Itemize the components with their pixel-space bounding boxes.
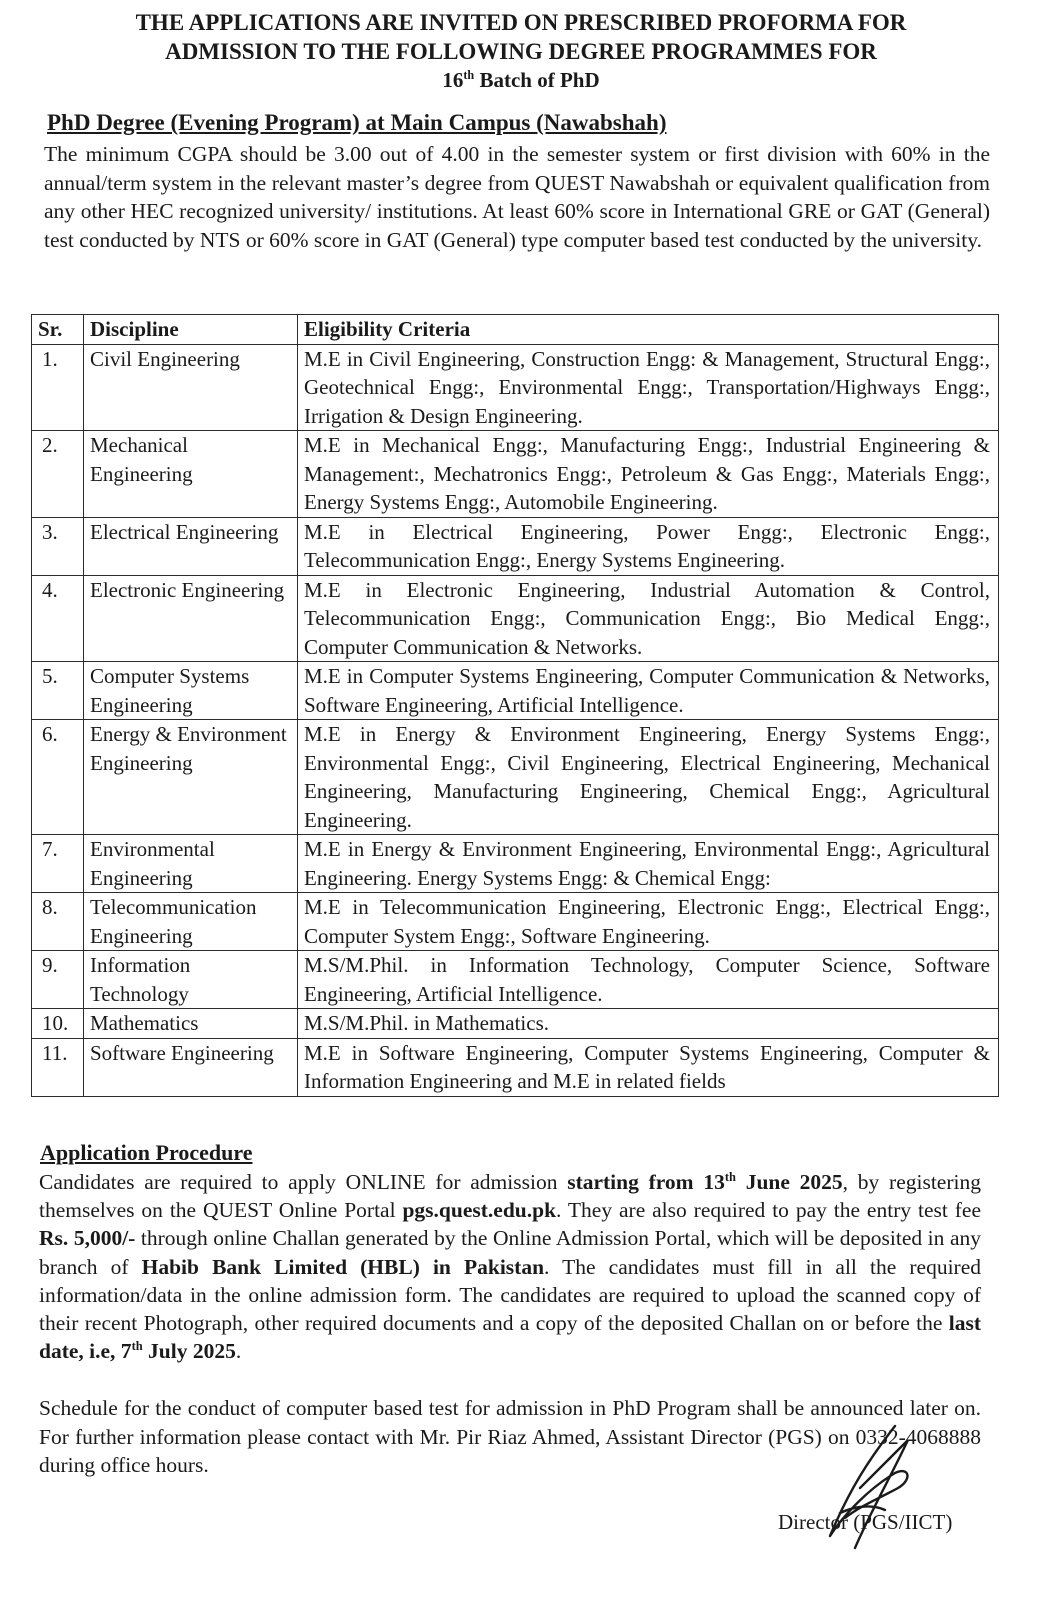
row-discipline: Mathematics xyxy=(84,1009,298,1039)
portal-link[interactable]: pgs.quest.edu.pk xyxy=(402,1198,557,1223)
row-criteria: M.E in Electronic Engineering, Industrial Automation & Control, Telecommunication Engg:, Communication Engg:, Bio Medical Engg:, Computer Communication & Networks. xyxy=(298,575,999,662)
heading-line-2: ADMISSION TO THE FOLLOWING DEGREE PROGRAMMES FOR xyxy=(165,39,877,64)
row-criteria: M.E in Computer Systems Engineering, Computer Communication & Networks, Software Engineering, Artificial Intelligence. xyxy=(298,662,999,720)
row-criteria: M.E in Energy & Environment Engineering, Environmental Engg:, Agricultural Engineering. Energy Systems Engg: & Chemical Engg: xyxy=(298,835,999,893)
row-criteria: M.E in Telecommunication Engineering, Electronic Engg:, Electrical Engg:, Computer System Engg:, Software Engineering. xyxy=(298,893,999,951)
heading-line-1: THE APPLICATIONS ARE INVITED ON PRESCRIBED PROFORMA FOR xyxy=(135,10,907,35)
row-discipline: Electrical Engineering xyxy=(84,517,298,575)
row-sr: 10. xyxy=(32,1009,84,1039)
row-discipline: Computer Systems Engineering xyxy=(84,662,298,720)
table-row xyxy=(32,1038,999,1096)
table-row xyxy=(32,893,999,951)
row-sr: 3. xyxy=(32,517,84,575)
table-row xyxy=(32,1009,999,1039)
entry-fee: Rs. 5,000/- xyxy=(39,1226,136,1251)
row-criteria: M.E in Civil Engineering, Construction Engg: & Management, Structural Engg:, Geotechnical Engg:, Environmental Engg:, Transportation/Highways Engg:, Irrigation & Design Engineering. xyxy=(298,344,999,431)
procedure-title: Application Procedure xyxy=(40,1140,253,1165)
row-sr: 9. xyxy=(32,951,84,1009)
table-row xyxy=(32,835,999,893)
bank-name: Habib Bank Limited (HBL) in Pakistan xyxy=(141,1254,545,1279)
row-criteria: M.E in Mechanical Engg:, Manufacturing Engg:, Industrial Engineering & Management:, Mechatronics Engg:, Petroleum & Gas Engg:, Materials Engg:, Energy Systems Engg:, Automobile Engineering. xyxy=(298,431,999,518)
last-date: last date, i.e, 7 xyxy=(39,1311,981,1364)
header-sr: Sr. xyxy=(32,315,84,345)
table-row xyxy=(32,720,999,835)
header-criteria: Eligibility Criteria xyxy=(298,315,999,345)
table-row xyxy=(32,431,999,518)
row-sr: 11. xyxy=(32,1038,84,1096)
row-sr: 2. xyxy=(32,431,84,518)
table-row xyxy=(32,575,999,662)
table-row xyxy=(32,517,999,575)
eligibility-table xyxy=(31,314,999,1097)
row-sr: 4. xyxy=(32,575,84,662)
row-sr: 6. xyxy=(32,720,84,835)
procedure-text-part: . The candidates must fill in all the required information/data in the online admission form. The candidates are required to upload the scanned copy of their recent Photograph, other required documents and a copy of the deposited Challan on or before the xyxy=(39,1254,981,1336)
row-discipline: Energy & Environment Engineering xyxy=(84,720,298,835)
program-title: PhD Degree (Evening Program) at Main Campus (Nawabshah) xyxy=(47,110,667,135)
start-date-rest: June 2025 xyxy=(735,1170,843,1194)
row-discipline: Telecommunication Engineering xyxy=(84,893,298,951)
procedure-text-part: , by registering themselves on the QUEST Online Portal xyxy=(39,1170,981,1223)
row-criteria: M.E in Software Engineering, Computer Systems Engineering, Computer & Information Engineering and M.E in related fields xyxy=(298,1038,999,1096)
last-date-suffix: th xyxy=(131,1339,143,1354)
table-row xyxy=(32,344,999,431)
notice-heading xyxy=(40,8,1002,95)
row-discipline: Civil Engineering xyxy=(84,344,298,431)
row-discipline: Electronic Engineering xyxy=(84,575,298,662)
start-date: starting from 13 xyxy=(567,1170,725,1194)
header-discipline: Discipline xyxy=(84,315,298,345)
signoff-title: Director (PGS/IICT) xyxy=(778,1510,953,1534)
row-discipline: Information Technology xyxy=(84,951,298,1009)
last-date-rest: July 2025 xyxy=(142,1339,236,1364)
table-header-row xyxy=(32,315,999,345)
row-criteria: M.S/M.Phil. in Mathematics. xyxy=(298,1009,999,1039)
row-discipline: Environmental Engineering xyxy=(84,835,298,893)
row-sr: 7. xyxy=(32,835,84,893)
procedure-text-part: Candidates are required to apply ONLINE for admission xyxy=(39,1170,568,1194)
row-sr: 5. xyxy=(32,662,84,720)
table-row xyxy=(32,951,999,1009)
row-criteria: M.E in Energy & Environment Engineering, Energy Systems Engg:, Environmental Engg:, Civil Engineering, Electrical Engineering, Mechanical Engineering, Manufacturing Engineering, Chemical Engg:, Agricultural Engineering. xyxy=(298,720,999,835)
schedule-text: Schedule for the conduct of computer based test for admission in PhD Program shall be announced later on. For further information please contact with Mr. Pir Riaz Ahmed, Assistant Director (PGS) on 0332-4068888 during office hours. xyxy=(39,1396,981,1477)
row-discipline: Software Engineering xyxy=(84,1038,298,1096)
row-criteria: M.E in Electrical Engineering, Power Engg:, Electronic Engg:, Telecommunication Engg:, Energy Systems Engineering. xyxy=(298,517,999,575)
table-row xyxy=(32,662,999,720)
procedure-text-part: . They are also required to pay the entry test fee xyxy=(556,1198,982,1223)
procedure-text-part: through online Challan generated by the Online Admission Portal, which will be deposited in any branch of xyxy=(39,1226,981,1279)
batch-suffix: th xyxy=(463,68,475,82)
procedure-text xyxy=(39,1168,981,1365)
row-discipline: Mechanical Engineering xyxy=(84,431,298,518)
row-sr: 8. xyxy=(32,893,84,951)
batch-rest: Batch of PhD xyxy=(474,68,600,92)
program-description: The minimum CGPA should be 3.00 out of 4.00 in the semester system or first division with 60% in the annual/term system in the relevant master’s degree from QUEST Nawabshah or equivalent qualification from any other HEC recognized university/ institutions. At least 60% score in International GRE or GAT (General) test conducted by NTS or 60% score in GAT (General) type computer based test conducted by the university. xyxy=(44,142,990,252)
batch-number: 16 xyxy=(442,68,464,92)
signature-image xyxy=(800,1418,930,1558)
start-date-suffix: th xyxy=(724,1169,736,1184)
row-criteria: M.S/M.Phil. in Information Technology, Computer Science, Software Engineering, Artificial Intelligence. xyxy=(298,951,999,1009)
procedure-text-part: . xyxy=(235,1339,242,1364)
heading-line-3 xyxy=(40,66,1002,95)
row-sr: 1. xyxy=(32,344,84,431)
